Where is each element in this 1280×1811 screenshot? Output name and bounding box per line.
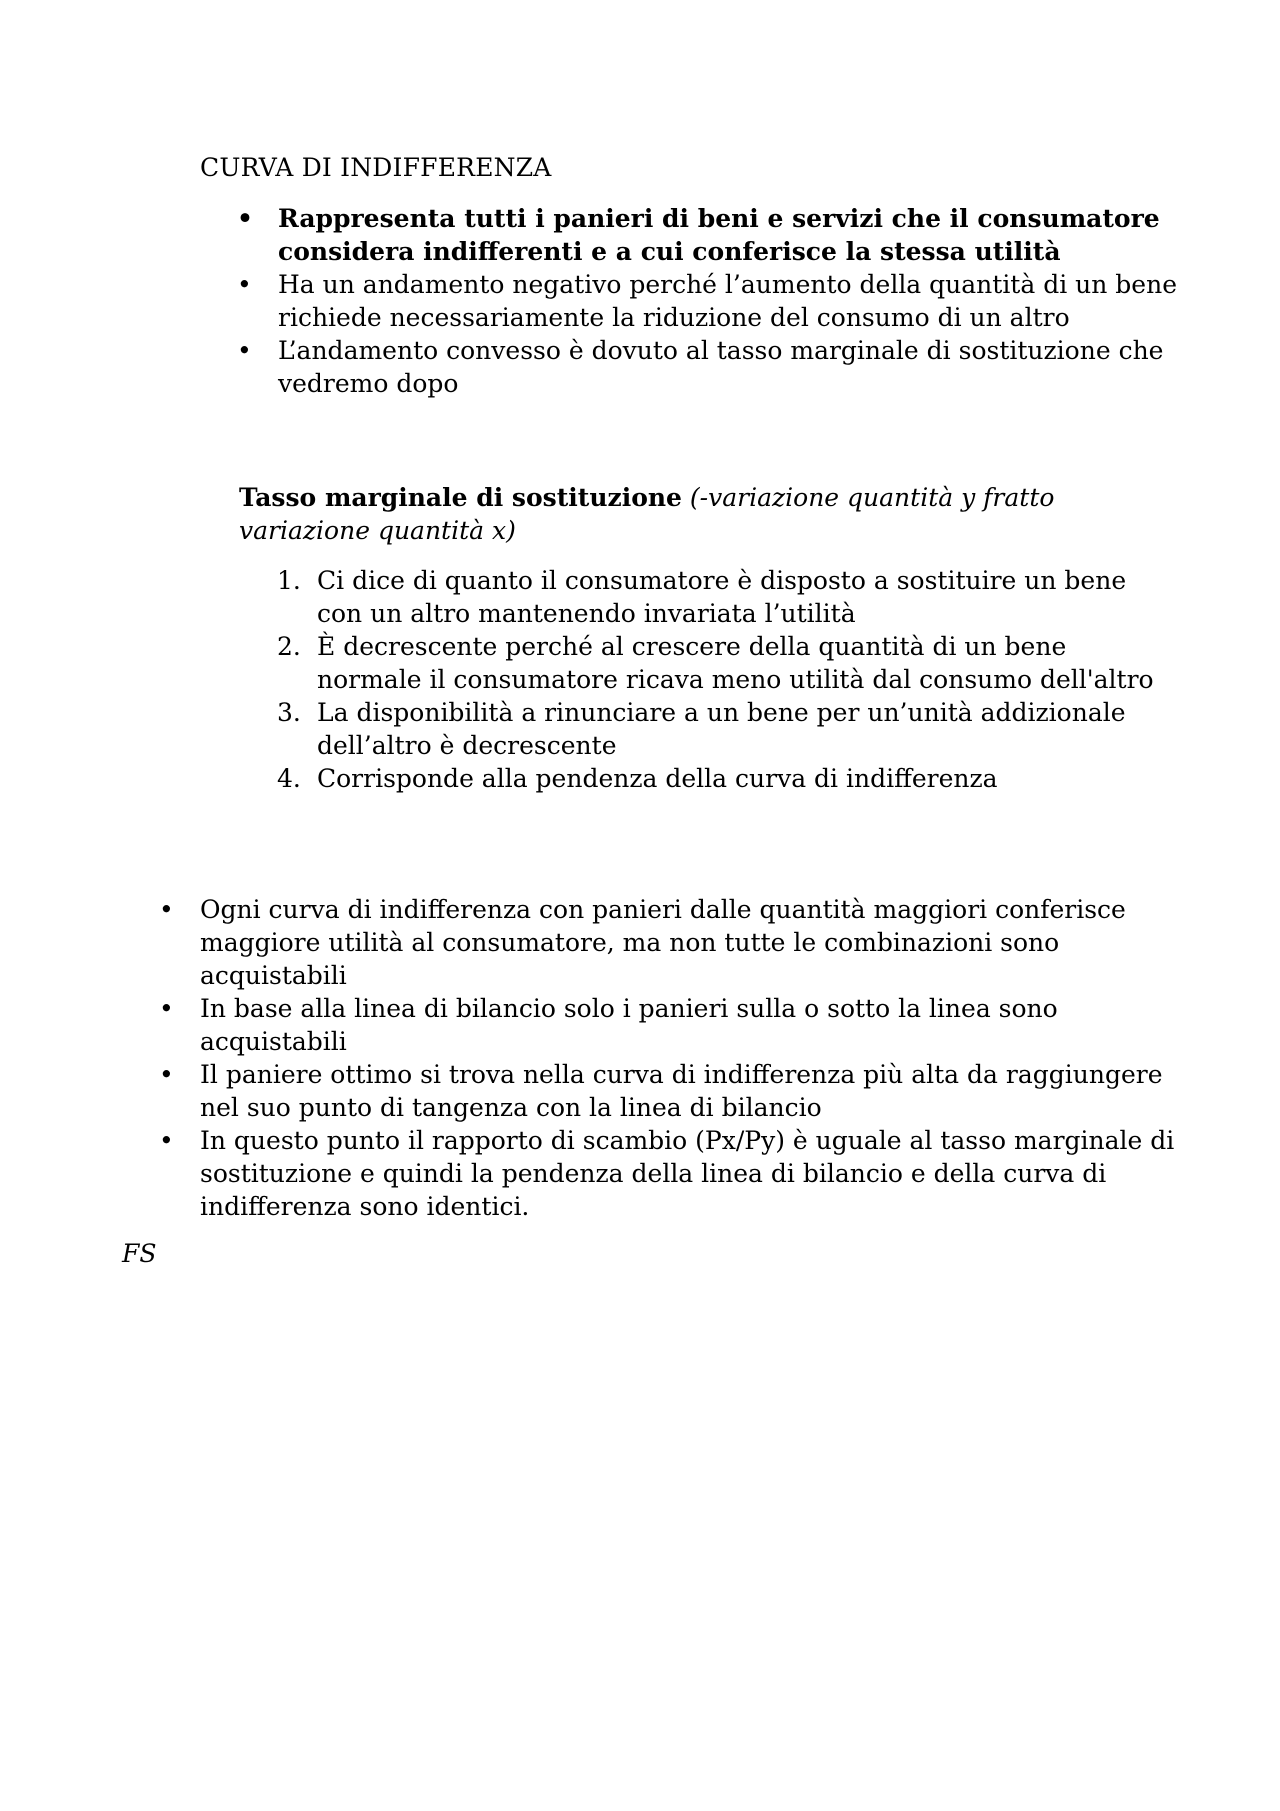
tms-title: Tasso marginale di sostituzione (239, 483, 682, 512)
page-title: CURVA DI INDIFFERENZA (200, 153, 552, 182)
list-number: 3. (277, 698, 301, 727)
list-item (159, 992, 1180, 1058)
list-item (159, 1058, 1180, 1124)
list-item (277, 630, 1177, 696)
list-item (277, 696, 1177, 762)
tms-heading (239, 481, 1139, 547)
list-item (159, 893, 1180, 992)
bullet-icon: • (237, 336, 252, 365)
list-item (237, 202, 1178, 268)
tms-numbered-list (277, 564, 1177, 795)
list-number: 2. (277, 632, 301, 661)
bullet-icon: • (237, 204, 253, 233)
bullet-icon: • (159, 1126, 174, 1155)
bullet-icon: • (159, 895, 174, 924)
list-item-text: Ha un andamento negativo perché l’aumento della quantità di un bene richiede necessariamente la riduzione del consumo di un altro (278, 270, 1177, 332)
list-item-text: Ci dice di quanto il consumatore è disposto a sostituire un bene con un altro mantenendo invariata l’utilità (317, 566, 1127, 628)
list-number: 1. (277, 566, 301, 595)
list-item (159, 1124, 1180, 1223)
list-item-text: La disponibilità a rinunciare a un bene per un’unità addizionale dell’altro è decrescente (317, 698, 1126, 760)
list-item-text: Corrisponde alla pendenza della curva di indifferenza (317, 764, 998, 793)
list-item-text: In base alla linea di bilancio solo i panieri sulla o sotto la linea sono acquistabili (200, 994, 1058, 1056)
tms-formula: (-variazione quantità y fratto variazione quantità x) (239, 483, 1055, 545)
list-item (277, 564, 1177, 630)
list-number: 4. (277, 764, 301, 793)
definition-bullet-list (237, 202, 1178, 400)
budget-bullet-list (159, 893, 1180, 1223)
bullet-icon: • (237, 270, 252, 299)
list-item-text: È decrescente perché al crescere della quantità di un bene normale il consumatore ricava meno utilità dal consumo dell'altro (317, 632, 1154, 694)
list-item (277, 762, 1177, 795)
list-item-text: Ogni curva di indifferenza con panieri dalle quantità maggiori conferisce maggiore utilità al consumatore, ma non tutte le combinazioni sono acquistabili (200, 895, 1126, 990)
bullet-icon: • (159, 1060, 174, 1089)
list-item-text: In questo punto il rapporto di scambio (Px/Py) è uguale al tasso marginale di sostituzione e quindi la pendenza della linea di bilancio e della curva di indifferenza sono identici. (200, 1126, 1175, 1221)
bullet-icon: • (159, 994, 174, 1023)
list-item (237, 334, 1178, 400)
list-item-text: Rappresenta tutti i panieri di beni e servizi che il consumatore considera indifferenti e a cui conferisce la stessa utilità (278, 204, 1160, 266)
list-item (237, 268, 1178, 334)
list-item-text: L’andamento convesso è dovuto al tasso marginale di sostituzione che vedremo dopo (278, 336, 1164, 398)
list-item-text: Il paniere ottimo si trova nella curva di indifferenza più alta da raggiungere nel suo punto di tangenza con la linea di bilancio (200, 1060, 1163, 1122)
author-initials: FS (122, 1239, 157, 1268)
